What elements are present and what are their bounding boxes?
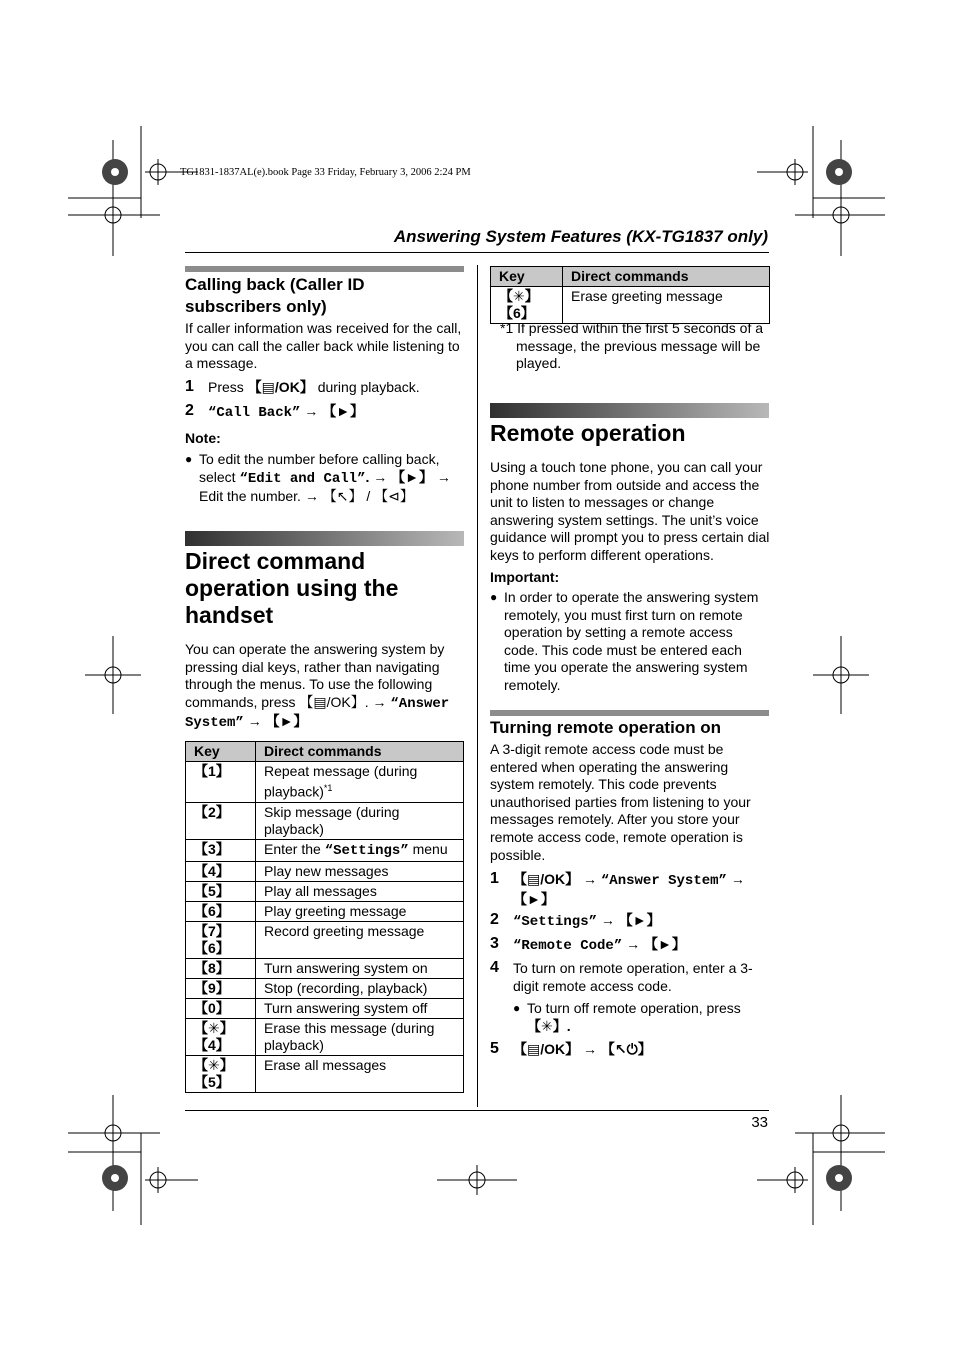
column-divider: [477, 265, 478, 1107]
command-text: menu: [408, 840, 448, 857]
note-line: Edit the number. → 【↖】 / 【⊲】: [199, 488, 414, 505]
note-line: To edit the number before calling back,: [199, 451, 440, 467]
table-row: [186, 762, 464, 803]
menu-code: “Call Back”: [208, 405, 301, 421]
key-cell: 【0】: [186, 998, 256, 1018]
command-text: Enter the: [264, 840, 325, 857]
callback-intro: If caller information was received for the call, you can call the caller back while listening to a message.: [185, 320, 462, 372]
command-text: Turn answering system off: [264, 999, 428, 1016]
command-cell: [256, 861, 464, 881]
step-number: 1: [185, 378, 194, 395]
menu-code: “Remote Code”: [513, 938, 623, 954]
star-key: 【✳】.: [527, 1017, 571, 1034]
command-text: Erase all messages: [264, 1056, 387, 1073]
command-cell: [256, 1018, 464, 1055]
table-row: [186, 1018, 464, 1055]
bullet-text: To turn off remote operation, press: [527, 1000, 741, 1016]
command-cell: [256, 1055, 464, 1092]
table-header-row: [491, 267, 770, 287]
note-label: Note:: [185, 430, 221, 446]
table-row: [186, 881, 464, 901]
command-text: Record greeting message: [264, 922, 425, 939]
menu-ok-key: 【▤/OK】: [247, 379, 314, 395]
right-key: 【►】: [513, 890, 555, 907]
step-text: → 【►】: [300, 403, 365, 419]
menu-code: “Settings”: [513, 914, 598, 930]
print-info: TG1831-1837AL(e).book Page 33 Friday, February 3, 2006 2:24 PM: [180, 167, 471, 178]
table-row: [186, 921, 464, 958]
command-cell: [256, 978, 464, 998]
command-cell: [256, 881, 464, 901]
intro-end: → 【►】: [243, 713, 308, 730]
command-text: Play greeting message: [264, 902, 407, 919]
table-row: [186, 978, 464, 998]
table-row: [186, 802, 464, 839]
callback-step-1: [185, 379, 467, 399]
col-key: Key: [491, 267, 563, 287]
step-arrow: →: [726, 871, 745, 887]
note-bullet: [185, 451, 467, 507]
key-cell: 【✳】【4】: [186, 1018, 256, 1055]
key-cell: 【7】【6】: [186, 921, 256, 958]
section-bar-remote: [490, 403, 769, 418]
callback-heading: Calling back (Caller ID subscribers only): [185, 275, 365, 316]
direct-commands-table-cont: [490, 266, 770, 324]
intro-text: You can operate the answering system by pressing dial keys, rather than navigating through the menus. To use the following commands, press 【▤/OK】. →: [185, 641, 445, 710]
important-label: Important:: [490, 569, 560, 585]
direct-intro: [185, 641, 467, 733]
command-cell: [256, 839, 464, 861]
command-cell: [256, 802, 464, 839]
command-text: Repeat message (during playback): [264, 763, 418, 800]
step-arrow: → 【►】: [622, 936, 686, 952]
key-cell: 【3】: [186, 839, 256, 861]
key-cell: 【8】: [186, 958, 256, 978]
key-cell: 【✳】【6】: [491, 287, 563, 324]
key-cell: 【✳】【5】: [186, 1055, 256, 1092]
bullet-icon: ●: [513, 1001, 521, 1015]
header-rule: [185, 252, 769, 253]
step-number: 5: [490, 1040, 499, 1057]
direct-heading: Direct command operation using the handset: [185, 548, 399, 628]
table-row: [186, 998, 464, 1018]
table-row: [186, 839, 464, 861]
key-cell: 【5】: [186, 881, 256, 901]
command-cell: [256, 762, 464, 803]
callback-step-2: [185, 403, 467, 423]
command-text: Stop (recording, playback): [264, 979, 428, 996]
table-row: [186, 901, 464, 921]
step-number: 2: [185, 402, 194, 419]
important-bullet: [490, 589, 772, 697]
note-line: select: [199, 468, 240, 485]
remote-step-3: [490, 936, 772, 956]
command-cell: [256, 998, 464, 1018]
menu-code: “Answer System”: [600, 873, 727, 889]
bullet-icon: ●: [490, 590, 498, 604]
menu-code: “Settings”: [324, 842, 409, 859]
remote-step-5: [490, 1041, 772, 1061]
page-header-title: Answering System Features (KX-TG1837 only): [393, 227, 768, 246]
key-cell: 【1】: [186, 762, 256, 803]
section-bar-turning-on: [490, 710, 769, 716]
step-4-bullet: [513, 1000, 768, 1036]
remote-step-4: [490, 960, 772, 1036]
command-text: Turn answering system on: [264, 959, 428, 976]
section-bar-direct: [185, 531, 464, 546]
remote-step-2: [490, 912, 772, 932]
menu-code: “Answer System”: [185, 695, 450, 732]
remote-heading: Remote operation: [490, 420, 686, 446]
footnote: *1 If pressed within the first 5 seconds of a message, the previous message will be played.: [500, 320, 764, 372]
table-row: [186, 861, 464, 881]
step-text: To turn on remote operation, enter a 3-digit remote access code.: [513, 960, 753, 994]
table-row: [186, 958, 464, 978]
step-text: Press: [208, 379, 248, 395]
step-number: 2: [490, 911, 499, 928]
command-text: Play all messages: [264, 882, 377, 899]
bullet-icon: ●: [185, 452, 193, 466]
col-direct-commands: Direct commands: [563, 267, 770, 287]
section-bar-callback: [185, 266, 464, 272]
table-header-row: [186, 742, 464, 762]
step-number: 4: [490, 959, 499, 976]
step-text: 【▤/OK】 → 【↖⏻】: [513, 1041, 652, 1057]
footer-rule: [185, 1110, 769, 1111]
key-cell: 【2】: [186, 802, 256, 839]
step-arrow: → 【►】: [597, 912, 661, 928]
turning-on-intro: A 3-digit remote access code must be entered when operating the answering system remotely. This code prevents unauthorised parties from listening to your messages remotely. After you store your remote access code, remote operation is possible.: [490, 741, 751, 863]
step-arrow: →: [579, 871, 601, 887]
key-cell: 【6】: [186, 901, 256, 921]
step-text: during playback.: [313, 379, 420, 395]
command-cell: [256, 958, 464, 978]
command-text: Skip message (during playback): [264, 803, 400, 837]
important-text: In order to operate the answering system remotely, you must first turn on remote operation by setting a remote access code. This code must be entered each time you operate the answering system remotely.: [504, 589, 759, 693]
col-key: Key: [186, 742, 256, 762]
remote-step-1: [490, 871, 772, 911]
remote-intro: Using a touch tone phone, you can call your phone number from outside and access the unit to listen to messages or change answering system settings. The unit’s voice guidance will prompt you to press certain dial keys to perform different operations.: [490, 459, 770, 563]
page-number: 33: [751, 1114, 768, 1131]
menu-code: “Edit and Call”: [239, 470, 366, 487]
table-row: [186, 1055, 464, 1092]
step-number: 1: [490, 870, 499, 887]
direct-commands-table: [185, 741, 464, 1093]
menu-ok-key: 【▤/OK】: [513, 871, 580, 887]
command-text: Erase this message (during playback): [264, 1019, 435, 1053]
step-number: 3: [490, 935, 499, 952]
col-direct-commands: Direct commands: [256, 742, 464, 762]
command-cell: [256, 921, 464, 958]
command-cell: [256, 901, 464, 921]
command-cell: Erase greeting message: [563, 287, 770, 324]
table-row: [491, 287, 770, 324]
turning-on-heading: Turning remote operation on: [490, 718, 722, 737]
note-line: . → 【►】 →: [365, 468, 451, 485]
key-cell: 【9】: [186, 978, 256, 998]
footnote-ref: *1: [323, 783, 333, 793]
key-cell: 【4】: [186, 861, 256, 881]
command-text: Play new messages: [264, 862, 389, 879]
